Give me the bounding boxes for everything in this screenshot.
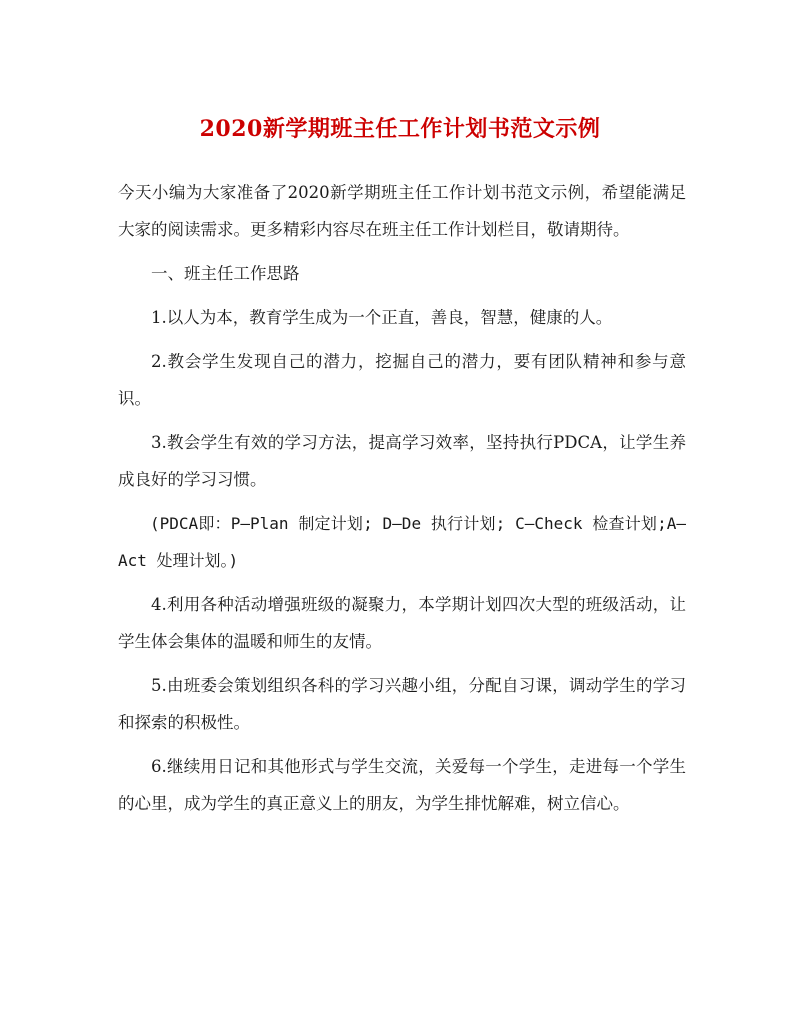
document-title: 2020新学期班主任工作计划书范文示例: [199, 116, 601, 142]
paragraph-pdca-note: (PDCA即：P—Plan 制定计划; D—De 执行计划; C—Check 检查计划;A—Act 处理计划。): [118, 514, 686, 570]
section-heading: 一、班主任工作思路: [151, 264, 300, 283]
paragraph-item-4: 4.利用各种活动增强班级的凝聚力，本学期计划四次大型的班级活动，让学生体会集体的温暖和师生的友情。: [118, 595, 686, 651]
document-body: [118, 174, 686, 829]
paragraph-item-1: 1.以人为本，教育学生成为一个正直，善良，智慧，健康的人。: [151, 308, 613, 327]
paragraph-item-3: 3.教会学生有效的学习方法，提高学习效率，坚持执行PDCA，让学生养成良好的学习习惯。: [118, 433, 686, 489]
paragraph-item-6: 6.继续用日记和其他形式与学生交流，关爱每一个学生，走进每一个学生的心里，成为学生的真正意义上的朋友，为学生排忧解难，树立信心。: [118, 757, 686, 813]
paragraph-item-5: 5.由班委会策划组织各科的学习兴趣小组，分配自习课，调动学生的学习和探索的积极性。: [118, 676, 686, 732]
paragraph-intro: 今天小编为大家准备了2020新学期班主任工作计划书范文示例，希望能满足大家的阅读需求。更多精彩内容尽在班主任工作计划栏目，敬请期待。: [118, 183, 686, 239]
paragraph-item-2: 2.教会学生发现自己的潜力，挖掘自己的潜力，要有团队精神和参与意识。: [118, 352, 686, 408]
